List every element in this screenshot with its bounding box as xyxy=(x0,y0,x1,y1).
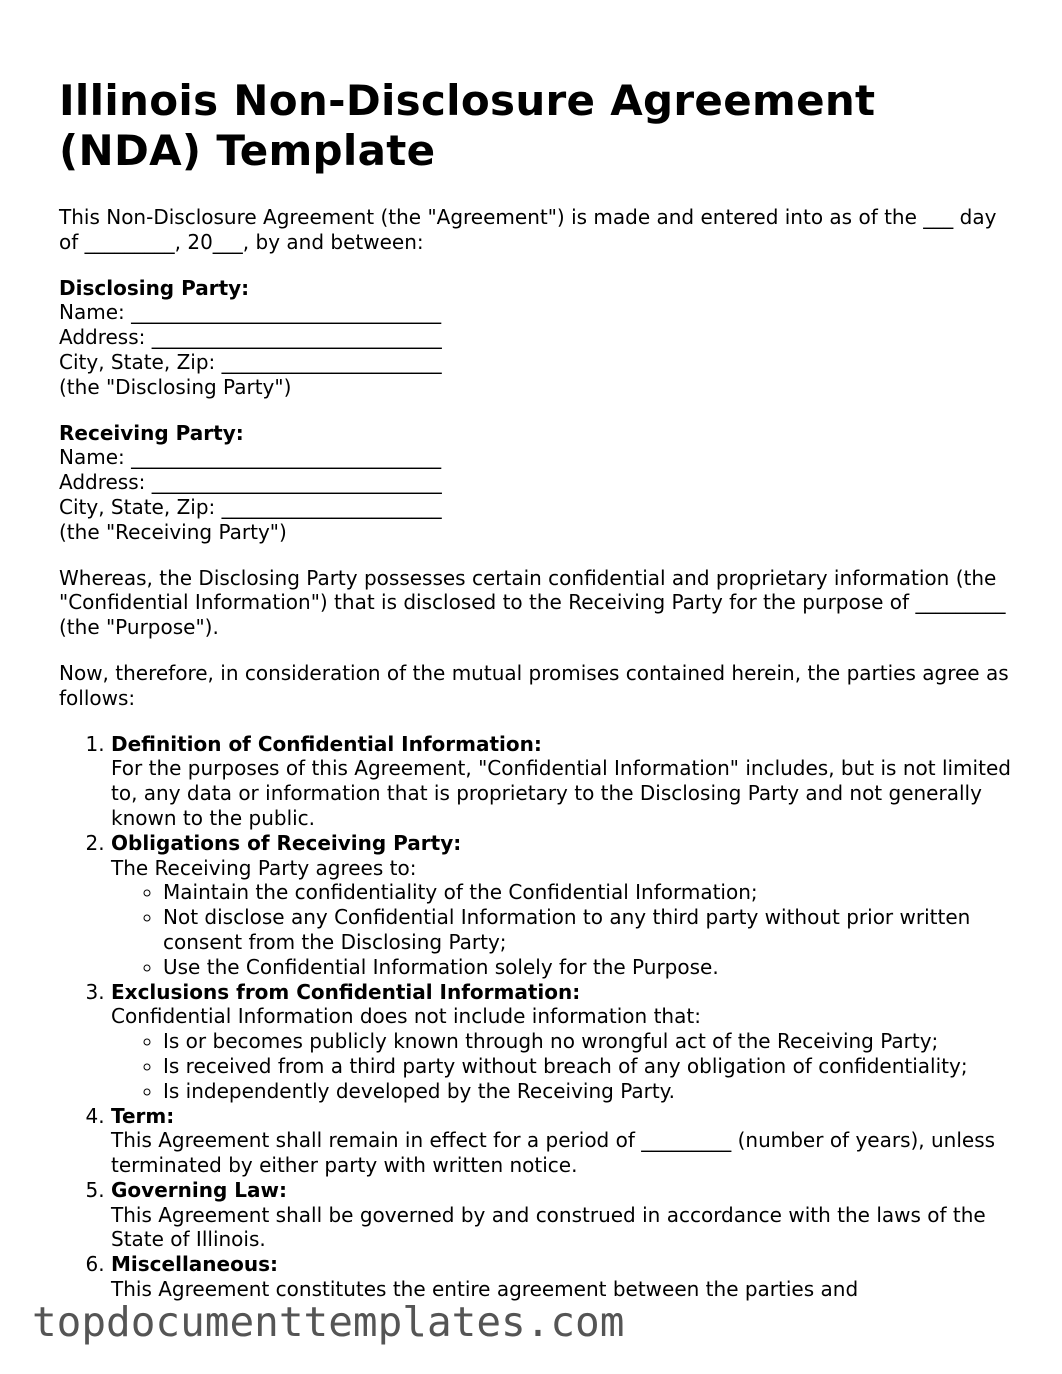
sub-list-item: ◦ Is independently developed by the Receiving Party. xyxy=(163,1079,1019,1104)
section-text: Confidential Information does not include information that: xyxy=(111,1004,701,1029)
sub-list-item: ◦ Use the Confidential Information solely for the Purpose. xyxy=(163,955,1019,980)
receiving-party-block xyxy=(59,421,1019,545)
section-text: This Agreement shall remain in effect for a period of _________ (number of years), unless terminated by either party with written notice. xyxy=(111,1128,996,1178)
section-title: 1. Definition of Confidential Information: xyxy=(111,731,542,756)
whereas-paragraph: Whereas, the Disclosing Party possesses certain confidential and proprietary information (the "Confidential Information") that is disclosed to the Receiving Party for the purpose of _________ (the "Purpose"). xyxy=(59,565,1006,640)
document-body xyxy=(59,205,1019,1302)
sub-list-item: ◦ Is or becomes publicly known through no wrongful act of the Receiving Party; xyxy=(163,1029,1019,1054)
section-text: This Agreement shall be governed by and construed in accordance with the laws of the State of Illinois. xyxy=(111,1202,986,1252)
receiving-party-heading: Receiving Party: xyxy=(59,420,244,445)
section-item xyxy=(111,732,1019,831)
section-title: 5. Governing Law: xyxy=(111,1177,287,1202)
receiving-party-city-field: City, State, Zip: ______________________ xyxy=(59,494,442,519)
document-page xyxy=(59,76,1019,1302)
sub-list xyxy=(111,880,1019,979)
disclosing-party-city-field: City, State, Zip: ______________________ xyxy=(59,349,442,374)
disclosing-party-address-field: Address: _____________________________ xyxy=(59,325,442,350)
now-therefore-paragraph: Now, therefore, in consideration of the mutual promises contained herein, the parties agree as follows: xyxy=(59,660,1009,710)
section-item xyxy=(111,980,1019,1104)
section-text: For the purposes of this Agreement, "Confidential Information" includes, but is not limited to, any data or information that is proprietary to the Disclosing Party and not generally known to the public. xyxy=(111,756,1011,830)
section-item xyxy=(111,831,1019,980)
sub-list-item: ◦ Not disclose any Confidential Information to any third party without prior written consent from the Disclosing Party; xyxy=(163,905,1019,955)
receiving-party-name-field: Name: _______________________________ xyxy=(59,445,442,470)
disclosing-party-label: (the "Disclosing Party") xyxy=(59,374,292,399)
sub-list-item: ◦ Maintain the confidentiality of the Confidential Information; xyxy=(163,880,1019,905)
section-title: 4. Term: xyxy=(111,1103,175,1128)
page-title: Illinois Non-Disclosure Agreement (NDA) Template xyxy=(59,76,876,175)
section-title: 6. Miscellaneous: xyxy=(111,1252,278,1277)
disclosing-party-block xyxy=(59,276,1019,400)
section-text: The Receiving Party agrees to: xyxy=(111,855,417,880)
sub-list-item: ◦ Is received from a third party without breach of any obligation of confidentiality; xyxy=(163,1054,1019,1079)
receiving-party-address-field: Address: _____________________________ xyxy=(59,470,442,495)
disclosing-party-heading: Disclosing Party: xyxy=(59,275,250,300)
sections-list xyxy=(59,732,1019,1302)
receiving-party-label: (the "Receiving Party") xyxy=(59,519,287,544)
section-text: This Agreement constitutes the entire agreement between the parties and xyxy=(111,1277,859,1302)
intro-paragraph: This Non-Disclosure Agreement (the "Agreement") is made and entered into as of the ___ day of _________, 20___, by and between: xyxy=(59,205,997,254)
section-title: 3. Exclusions from Confidential Information: xyxy=(111,979,581,1004)
watermark: topdocumenttemplates.com xyxy=(32,1298,625,1346)
disclosing-party-name-field: Name: _______________________________ xyxy=(59,300,442,325)
sub-list xyxy=(111,1029,1019,1103)
section-item xyxy=(111,1104,1019,1178)
section-item xyxy=(111,1178,1019,1252)
section-item xyxy=(111,1252,1019,1302)
section-title: 2. Obligations of Receiving Party: xyxy=(111,830,462,855)
